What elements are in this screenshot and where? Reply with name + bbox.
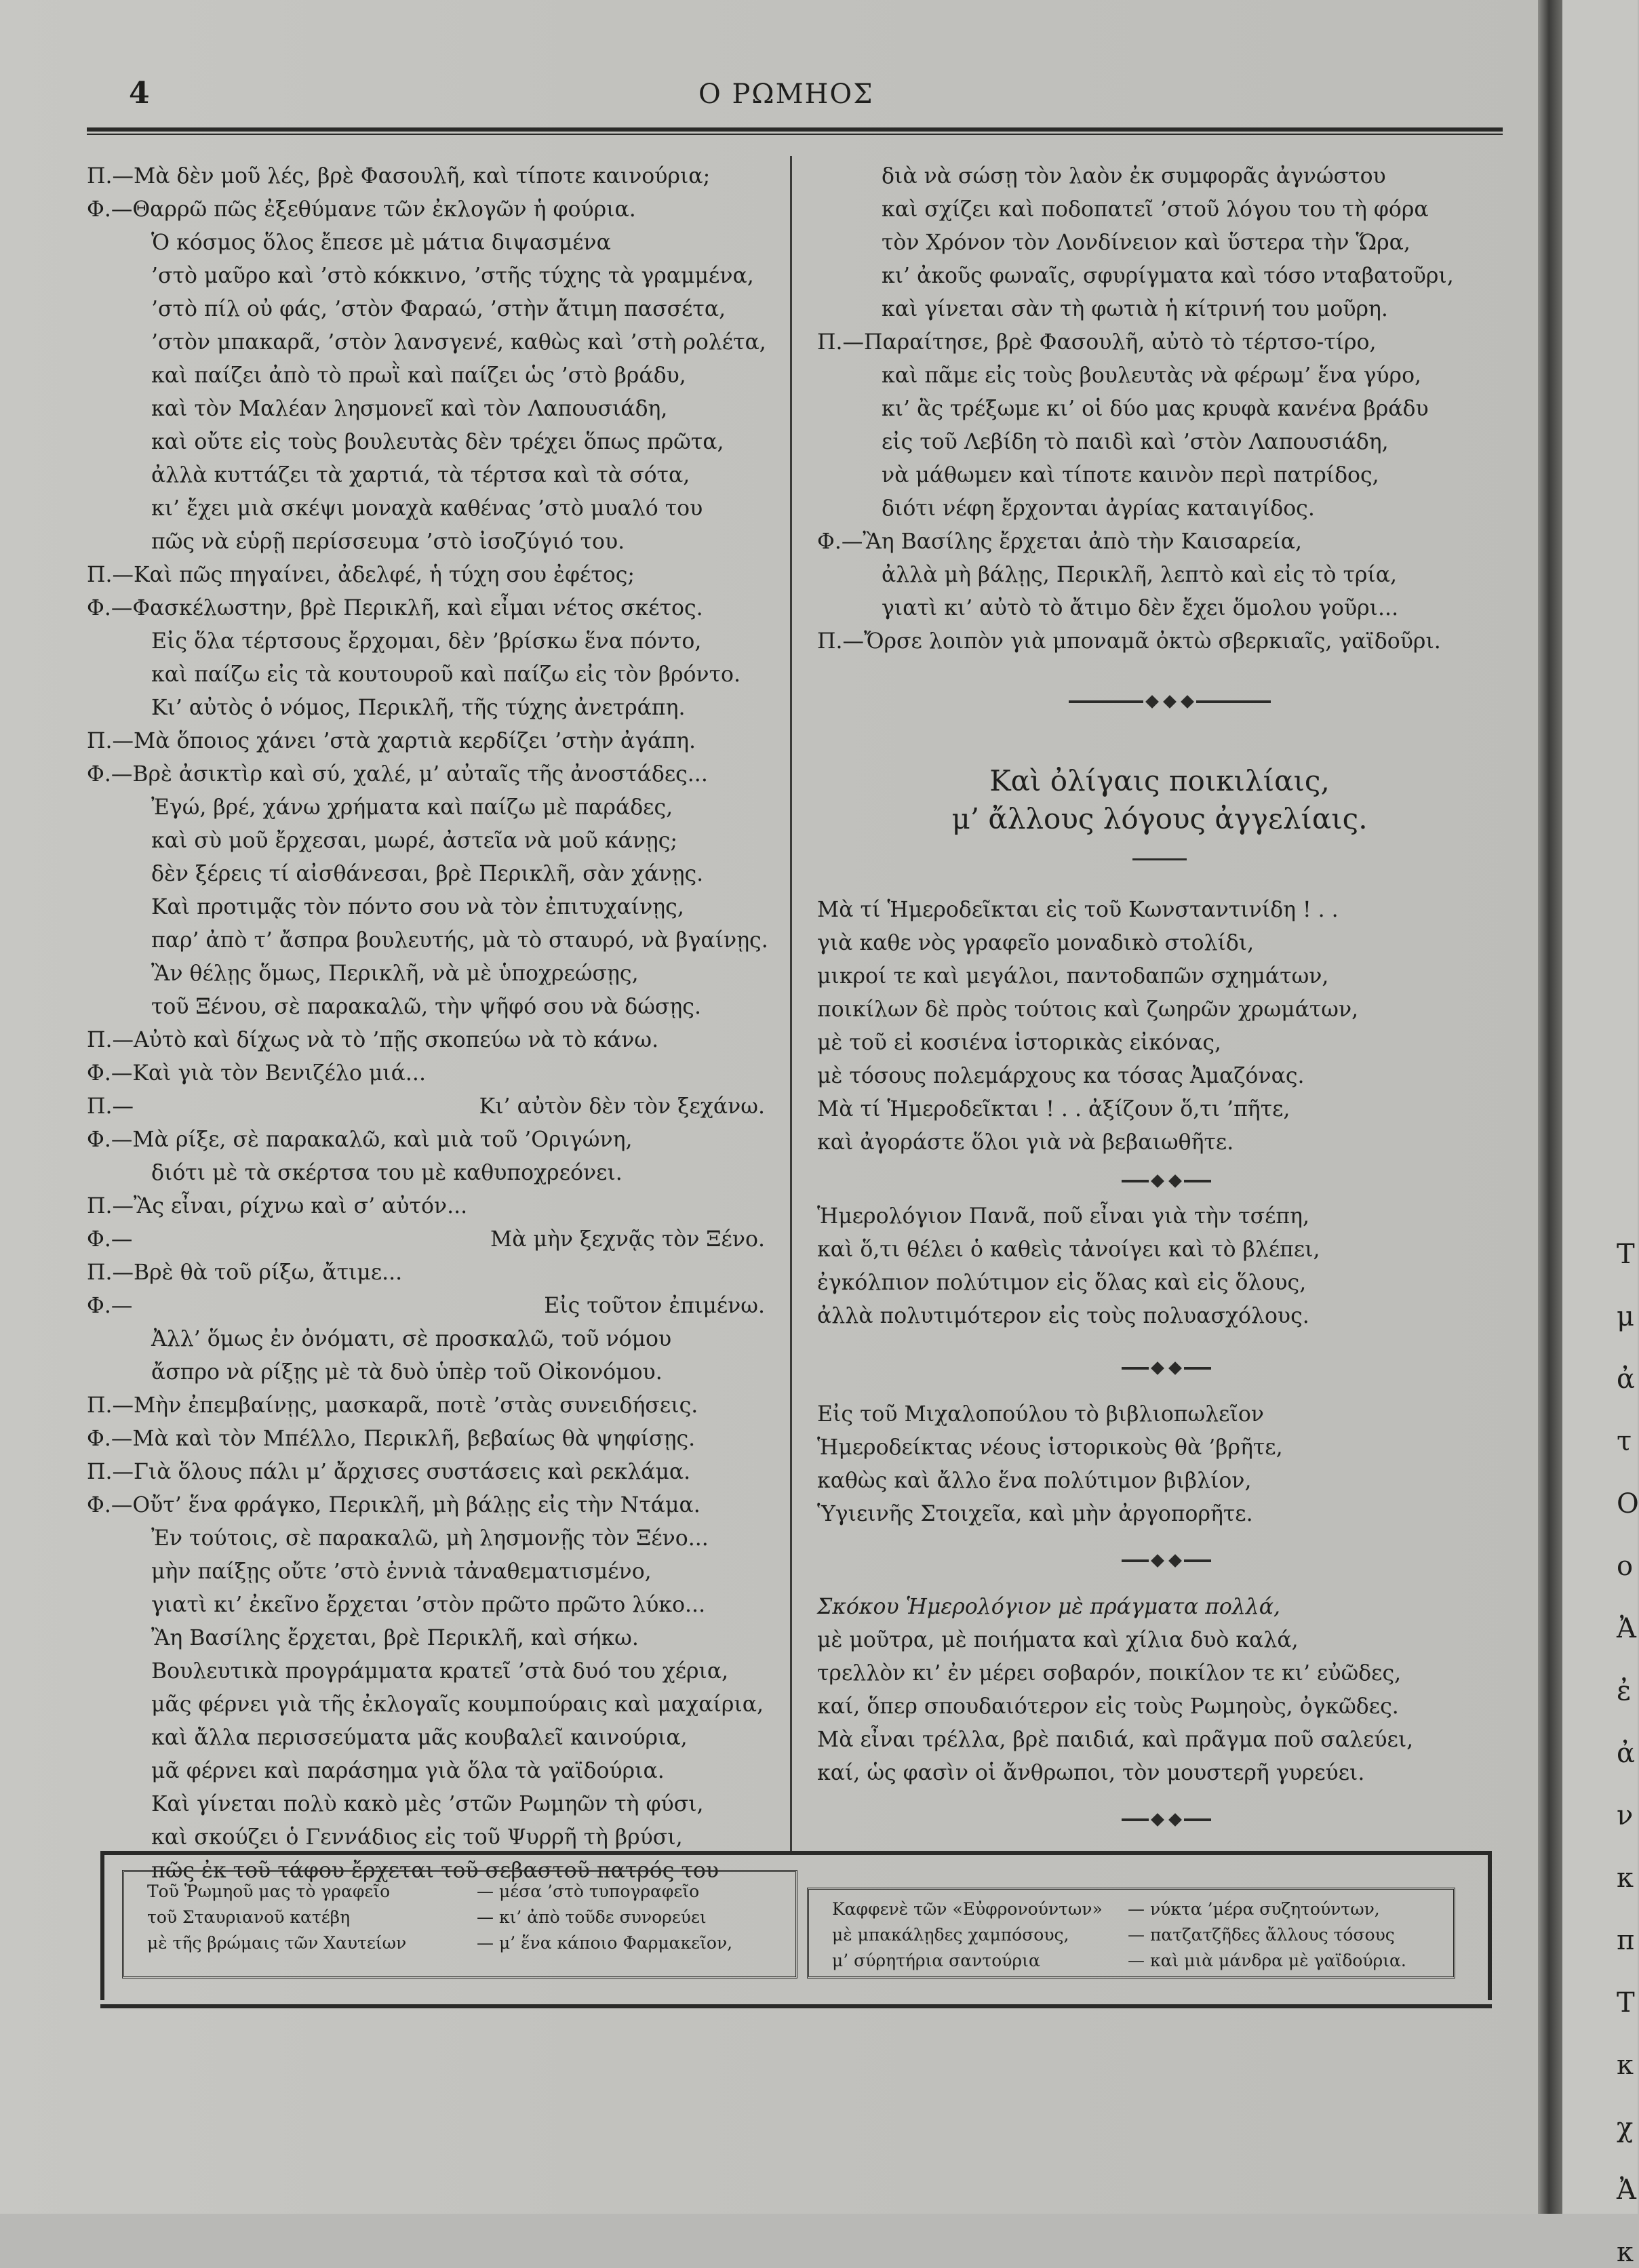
- fragment-letter: μ: [1617, 1301, 1634, 1332]
- text-line: κι’ ἔχει μιὰ σκέψι μοναχὰ καθένας ’στὸ μυαλό του: [151, 496, 703, 521]
- fragment-letter: Ἀ: [1617, 1613, 1636, 1644]
- text-line: ’στὸν μπακαρᾶ, ’στὸν λανσγενέ, καθὼς καὶ ’στὴ ρολέτα,: [151, 330, 766, 355]
- heading-underline: [1132, 858, 1187, 860]
- text-line: ’στὸ πίλ οὐ φάς, ’στὸν Φαραώ, ’στὴν ἄτιμη πασσέτα,: [151, 297, 726, 321]
- text-line: καὶ παίζει ἀπὸ τὸ πρωῒ καὶ παίζει ὡς ’στὸ βράδυ,: [151, 363, 686, 388]
- fragment-letter: κ: [1617, 2050, 1634, 2081]
- text-line: μᾶς φέρνει γιὰ τῆς ἐκλογαῖς κουμπούραις καὶ μαχαίρια,: [151, 1692, 764, 1717]
- text-line: τὸν Χρόνον τὸν Λονδίνειον καὶ ὕστερα τὴν Ὥρα,: [882, 231, 1410, 255]
- fragment-letter: τ: [1617, 1426, 1632, 1457]
- text-line: Π.—Καὶ πῶς πηγαίνει, ἀδελφέ, ἡ τύχη σου ἐφέτος;: [87, 563, 635, 587]
- announcement-line: καὶ ἀγοράστε ὅλοι γιὰ νὰ βεβαιωθῆτε.: [817, 1130, 1234, 1155]
- text-line: Π.—Βρὲ θὰ τοῦ ρίξω, ἄτιμε...: [87, 1260, 403, 1285]
- text-line: Π.—Μὴν ἐπεμβαίνῃς, μασκαρᾶ, ποτὲ ’στὰς συνειδήσεις.: [87, 1393, 698, 1418]
- text-line: Φ.—Βρὲ ἀσικτὶρ καὶ σύ, χαλέ, μ’ αὐταῖς τῆς ἀνοστάδες...: [87, 762, 708, 787]
- fragment-letter: Ο: [1617, 1488, 1639, 1519]
- text-line: Ἀλλ’ ὅμως ἐν ὀνόματι, σὲ προσκαλῶ, τοῦ νόμου: [151, 1327, 672, 1351]
- text-line: Ὁ κόσμος ὅλος ἔπεσε μὲ μάτια διψασμένα: [151, 231, 611, 255]
- text-line: Βουλευτικὰ προγράμματα κρατεῖ ’στὰ δυό του χέρια,: [151, 1659, 729, 1684]
- text-line: Φ.—Φασκέλωστην, βρὲ Περικλῆ, καὶ εἶμαι νέτος σκέτος.: [87, 596, 703, 620]
- masthead-title: Ο ΡΩΜΗΟΣ: [698, 79, 874, 110]
- speaker-label: Φ.—: [87, 1227, 133, 1252]
- text-line: Φ.—Μὰ καὶ τὸν Μπέλλο, Περικλῆ, βεβαίως θὰ ψηφίσῃς.: [87, 1427, 696, 1451]
- announcement-line: Ἡμερολόγιον Πανᾶ, ποῦ εἶναι γιὰ τὴν τσέπη,: [817, 1204, 1309, 1229]
- advert-text: μὲ τῆς βρώμαις τῶν Χαυτείων: [147, 1933, 407, 1953]
- announcement-line: καθὼς καὶ ἄλλο ἕνα πολύτιμον βιβλίον,: [817, 1469, 1252, 1493]
- advert-text: μ’ σύρητήρια σαντούρια: [832, 1951, 1040, 1970]
- text-line: Ἂη Βασίλης ἔρχεται, βρὲ Περικλῆ, καὶ σήκω.: [151, 1626, 639, 1650]
- text-line: καὶ τὸν Μαλέαν λησμονεῖ καὶ τὸν Λαπουσιάδη,: [151, 397, 668, 421]
- ornament-small: [1112, 1553, 1221, 1569]
- advert-text: Τοῦ Ῥωμηοῦ μας τὸ γραφεῖο: [147, 1882, 391, 1901]
- announcement-line: ἀλλὰ πολυτιμότερον εἰς τοὺς πολυασχόλους.: [817, 1304, 1309, 1328]
- text-line: [87, 1223, 765, 1256]
- announcement-line: μὲ τοῦ εἰ κοσιένα ἱστορικὰς εἰκόνας,: [817, 1031, 1222, 1055]
- line-right-text: Κι’ αὐτὸν δὲν τὸν ξεχάνω.: [479, 1094, 765, 1119]
- advert-text: — μ’ ἕνα κάποιο Φαρμακεῖον,: [477, 1933, 733, 1953]
- fragment-letter: Ἀ: [1617, 2174, 1636, 2206]
- fragment-letter: ἀ: [1617, 1738, 1636, 1769]
- announcement-line: καί, ὡς φασὶν οἱ ἄνθρωποι, τὸν μουστερῆ γυρεύει.: [817, 1761, 1365, 1785]
- fragment-letter: ἀ: [1617, 1364, 1636, 1395]
- text-line: Π.—Ὄρσε λοιπὸν γιὰ μποναμᾶ ὀκτὼ σβερκιαῖς, γαϊδοῦρι.: [817, 629, 1441, 654]
- announcement-line: μὲ τόσους πολεμάρχους κα τόσας Ἀμαζόνας.: [817, 1064, 1305, 1088]
- speaker-label: Φ.—: [87, 1294, 133, 1318]
- fragment-letter: Τ: [1617, 1239, 1635, 1270]
- text-line: παρ’ ἀπὸ τ’ ἄσπρα βουλευτής, μὰ τὸ σταυρό, νὰ βγαίνῃς.: [151, 928, 768, 953]
- heading-line-2: μ’ ἄλλους λόγους ἀγγελίαις.: [951, 802, 1368, 835]
- announcement-line: τρελλὸν κι’ ἐν μέρει σοβαρόν, ποικίλον τε κι’ εὐῶδες,: [817, 1661, 1402, 1686]
- text-line: καὶ οὔτε εἰς τοὺς βουλευτὰς δὲν τρέχει ὅπως πρῶτα,: [151, 430, 724, 454]
- text-line: Φ.—Οὔτ’ ἕνα φράγκο, Περικλῆ, μὴ βάλῃς εἰς τὴν Ντάμα.: [87, 1493, 700, 1517]
- announcement-line: γιὰ καθε νὸς γραφεῖο μοναδικὸ στολίδι,: [817, 931, 1255, 955]
- announcement-line: μικροί τε καὶ μεγάλοι, παντοδαπῶν σχημάτων,: [817, 964, 1329, 989]
- text-line: Ἂν θέλῃς ὅμως, Περικλῆ, νὰ μὲ ὑποχρεώσῃς,: [151, 961, 639, 986]
- announcement-line: μὲ μοῦτρα, μὲ ποιήματα καὶ χίλια δυὸ καλά,: [817, 1628, 1299, 1652]
- fragment-letter: Τ: [1617, 1987, 1635, 2018]
- text-line: διὰ νὰ σώσῃ τὸν λαὸν ἐκ συμφορᾶς ἀγνώστου: [882, 164, 1386, 188]
- text-line: ἀλλὰ κυττάζει τὰ χαρτιά, τὰ τέρτσα καὶ τὰ σότα,: [151, 463, 690, 488]
- footer-bar-right: [1488, 1855, 1492, 2000]
- advert-text: — μέσα ’στὸ τυπογραφεῖο: [477, 1882, 700, 1901]
- fragment-letter: κ: [1617, 2237, 1634, 2268]
- adjacent-page-fragment: [1562, 0, 1639, 2268]
- advert-text: μὲ μπακάλῃδες χαμπόσους,: [832, 1925, 1069, 1945]
- page-binding-edge: [1538, 0, 1562, 2214]
- text-line: Φ.—Μὰ ρίξε, σὲ παρακαλῶ, καὶ μιὰ τοῦ ’Οριγώνη,: [87, 1128, 633, 1152]
- text-line: Ἐν τούτοις, σὲ παρακαλῶ, μὴ λησμονῇς τὸν Ξένο...: [151, 1526, 709, 1551]
- line-right-text: Μὰ μὴν ξεχνᾷς τὸν Ξένο.: [490, 1227, 765, 1252]
- footer-bar-left: [100, 1855, 104, 2000]
- section-heading: [817, 762, 1502, 838]
- text-line: τοῦ Ξένου, σὲ παρακαλῶ, τὴν ψῆφό σου νὰ δώσῃς.: [151, 995, 701, 1019]
- text-line: καὶ πᾶμε εἰς τοὺς βουλευτὰς νὰ φέρωμ’ ἕνα γύρο,: [882, 363, 1422, 388]
- announcement-line: καὶ ὅ,τι θέλει ὁ καθεὶς τἀνοίγει καὶ τὸ βλέπει,: [817, 1237, 1320, 1262]
- ornament-small: [1112, 1173, 1221, 1189]
- advert-text: — καὶ μιὰ μάνδρα μὲ γαϊδούρια.: [1128, 1951, 1406, 1970]
- announcement-line: καί, ὅπερ σπουδαιότερον εἰς τοὺς Ρωμηοὺς, ὀγκῶδες.: [817, 1694, 1399, 1719]
- text-line: καὶ σκούζει ὁ Γεννάδιος εἰς τοῦ Ψυρρῆ τὴ βρύσι,: [151, 1825, 683, 1850]
- text-line: κι’ ἀκοῦς φωναῖς, σφυρίγματα καὶ τόσο νταβατοῦρι,: [882, 264, 1454, 288]
- announcement-line: ἐγκόλπιον πολύτιμον εἰς ὅλας καὶ εἰς ὅλους,: [817, 1271, 1307, 1295]
- text-line: Φ.—Καὶ γιὰ τὸν Βενιζέλο μιά...: [87, 1061, 426, 1086]
- ornament-small: [1112, 1360, 1221, 1376]
- header-rule-thin: [87, 134, 1503, 135]
- text-line: Καὶ γίνεται πολὺ κακὸ μὲς ’στῶν Ρωμηῶν τὴ φύσι,: [151, 1792, 704, 1816]
- text-line: γιατὶ κι’ ἐκεῖνο ἔρχεται ’στὸν πρῶτο πρῶτο λύκο...: [151, 1593, 706, 1617]
- announcement-block: [817, 894, 1358, 1159]
- text-line: Ἐγώ, βρέ, χάνω χρήματα καὶ παίζω μὲ παράδες,: [151, 795, 673, 820]
- text-line: Π.—Μὰ ὅποιος χάνει ’στὰ χαρτιὰ κερδίζει ’στὴν ἀγάπη.: [87, 729, 696, 753]
- advert-text: — πατζατζῆδες ἄλλους τόσους: [1128, 1925, 1395, 1945]
- text-line: κι’ ἂς τρέξωμε κι’ οἱ δύο μας κρυφὰ κανένα βράδυ: [882, 397, 1429, 421]
- fragment-letter: ἐ: [1617, 1675, 1632, 1707]
- footer-advert-left: [122, 1870, 797, 1978]
- page-number: 4: [129, 76, 150, 111]
- text-line: [87, 1090, 765, 1123]
- announcement-block: [817, 1591, 1413, 1790]
- text-line: [87, 1290, 765, 1323]
- fragment-letter: ο: [1617, 1551, 1634, 1582]
- left-column-dialogue: [87, 160, 768, 1888]
- footer-advert-right: [807, 1888, 1455, 1978]
- text-line: Καὶ προτιμᾷς τὸν πόντο σου νὰ τὸν ἐπιτυχαίνῃς,: [151, 895, 684, 919]
- text-line: δὲν ξέρεις τί αἰσθάνεσαι, βρὲ Περικλῆ, σὰν χάνῃς.: [151, 862, 704, 886]
- announcement-line: Ἡμεροδείκτας νέους ἱστορικοὺς θὰ ’βρῆτε,: [817, 1435, 1283, 1460]
- text-line: Εἰς ὅλα τέρτσους ἔρχομαι, δὲν ’βρίσκω ἕνα πόντο,: [151, 629, 702, 654]
- text-line: ’στὸ μαῦρο καὶ ’στὸ κόκκινο, ’στῆς τύχης τὰ γραμμένα,: [151, 264, 754, 288]
- text-line: νὰ μάθωμεν καὶ τίποτε καινὸν περὶ πατρίδος,: [882, 463, 1379, 488]
- text-line: Π.—Ἂς εἶναι, ρίχνω καὶ σ’ αὐτόν...: [87, 1194, 468, 1218]
- header-rule: [87, 127, 1503, 132]
- line-right-text: Εἰς τοῦτον ἐπιμένω.: [544, 1294, 765, 1318]
- text-line: Π.—Γιὰ ὅλους πάλι μ’ ἄρχισες συστάσεις καὶ ρεκλάμα.: [87, 1460, 691, 1484]
- text-line: γιατὶ κι’ αὐτὸ τὸ ἄτιμο δὲν ἔχει ὅμολου γοῦρι...: [882, 596, 1399, 620]
- announcement-line: ποικίλων δὲ πρὸς τούτοις καὶ ζωηρῶν χρωμάτων,: [817, 997, 1359, 1022]
- announcement-line: Ὑγιεινῆς Στοιχεῖα, καὶ μὴν ἀργοπορῆτε.: [817, 1502, 1253, 1526]
- text-line: Φ.—Θαρρῶ πῶς ἐξεθύμανε τῶν ἐκλογῶν ἡ φούρια.: [87, 197, 636, 222]
- text-line: καὶ ἄλλα περισσεύματα μᾶς κουβαλεῖ καινούρια,: [151, 1726, 688, 1750]
- text-line: διότι μὲ τὰ σκέρτσα του μὲ καθυποχρεόνει.: [151, 1161, 623, 1185]
- announcement-block: [817, 1200, 1320, 1333]
- text-line: Π.—Αὐτὸ καὶ δίχως νὰ τὸ ’πῇς σκοπεύω νὰ τὸ κάνω.: [87, 1028, 659, 1052]
- text-line: Φ.—Ἂη Βασίλης ἔρχεται ἀπὸ τὴν Καισαρεία,: [817, 530, 1303, 554]
- announcement-line: Μὰ τί Ἡμεροδεῖκται εἰς τοῦ Κωνσταντινίδη ! . .: [817, 898, 1339, 922]
- speaker-label: Π.—: [87, 1094, 134, 1119]
- text-line: διότι νέφη ἔρχονται ἀγρίας καταιγίδος.: [882, 496, 1315, 521]
- text-line: μᾶ φέρνει καὶ παράσημα γιὰ ὅλα τὰ γαϊδούρια.: [151, 1759, 665, 1783]
- advert-text: — νύκτα ’μέρα συζητούντων,: [1128, 1899, 1380, 1919]
- text-line: καὶ σχίζει καὶ ποδοπατεῖ ’στοῦ λόγου του τὴ φόρα: [882, 197, 1429, 222]
- text-line: ἀλλὰ μὴ βάλῃς, Περικλῆ, λεπτὸ καὶ εἰς τὸ τρία,: [882, 563, 1398, 587]
- announcement-line: Σκόκου Ἡμερολόγιον μὲ πράγματα πολλά,: [817, 1595, 1281, 1619]
- text-line: Κι’ αὐτὸς ὁ νόμος, Περικλῆ, τῆς τύχης ἀνετράπη.: [151, 696, 686, 720]
- fragment-letter: ν: [1617, 1800, 1634, 1831]
- advert-text: — κι’ ἀπὸ τοῦδε συνορεύει: [477, 1907, 707, 1927]
- heading-line-1: Καὶ ὀλίγαις ποικιλίαις,: [989, 764, 1330, 797]
- text-line: καὶ παίζω εἰς τὰ κουτουροῦ καὶ παίζω εἰς τὸν βρόντο.: [151, 662, 740, 687]
- column-divider: [790, 156, 792, 1851]
- text-line: εἰς τοῦ Λεβίδη τὸ παιδὶ καὶ ’στὸν Λαπουσιάδη,: [882, 430, 1389, 454]
- text-line: καὶ σὺ μοῦ ἔρχεσαι, μωρέ, ἀστεῖα νὰ μοῦ κάνῃς;: [151, 829, 678, 853]
- announcement-line: Μὰ τί Ἡμεροδεῖκται ! . . ἀξίζουν ὅ,τι ’πῆτε,: [817, 1097, 1290, 1121]
- right-column-dialogue: [817, 160, 1454, 658]
- announcement-line: Εἰς τοῦ Μιχαλοπούλου τὸ βιβλιοπωλεῖον: [817, 1402, 1264, 1427]
- ornament-divider: [1054, 692, 1285, 712]
- fragment-letter: π: [1617, 1925, 1635, 1956]
- text-line: μὴν παίξῃς οὔτε ’στὸ ἐννιὰ τἀναθεματισμένο,: [151, 1559, 652, 1584]
- advert-text: Καφφενὲ τῶν «Εὐφρονούντων»: [832, 1899, 1103, 1919]
- text-line: ἄσπρο νὰ ρίξῃς μὲ τὰ δυὸ ὑπὲρ τοῦ Οἰκονόμου.: [151, 1360, 663, 1385]
- text-line: Π.—Μὰ δὲν μοῦ λές, βρὲ Φασουλῆ, καὶ τίποτε καινούρια;: [87, 164, 711, 188]
- text-line: καὶ γίνεται σὰν τὴ φωτιὰ ἡ κίτρινή του μοῦρη.: [882, 297, 1388, 321]
- text-line: πῶς νὰ εὑρῇ περίσσευμα ’στὸ ἰσοζύγιό του.: [151, 530, 625, 554]
- text-line: Π.—Παραίτησε, βρὲ Φασουλῆ, αὐτὸ τὸ τέρτσο-τίρο,: [817, 330, 1377, 355]
- announcement-line: Μὰ εἶναι τρέλλα, βρὲ παιδιά, καὶ πρᾶγμα ποῦ σαλεύει,: [817, 1728, 1414, 1752]
- fragment-letter: κ: [1617, 1863, 1634, 1894]
- announcement-block: [817, 1398, 1283, 1531]
- advert-text: τοῦ Σταυριανοῦ κατέβη: [147, 1907, 351, 1927]
- fragment-letter: χ: [1617, 2112, 1634, 2143]
- text-line: πῶς ἐκ τοῦ τάφου ἔρχεται τοῦ σεβαστοῦ πατρός του: [151, 1858, 719, 1883]
- ornament-small: [1112, 1812, 1221, 1828]
